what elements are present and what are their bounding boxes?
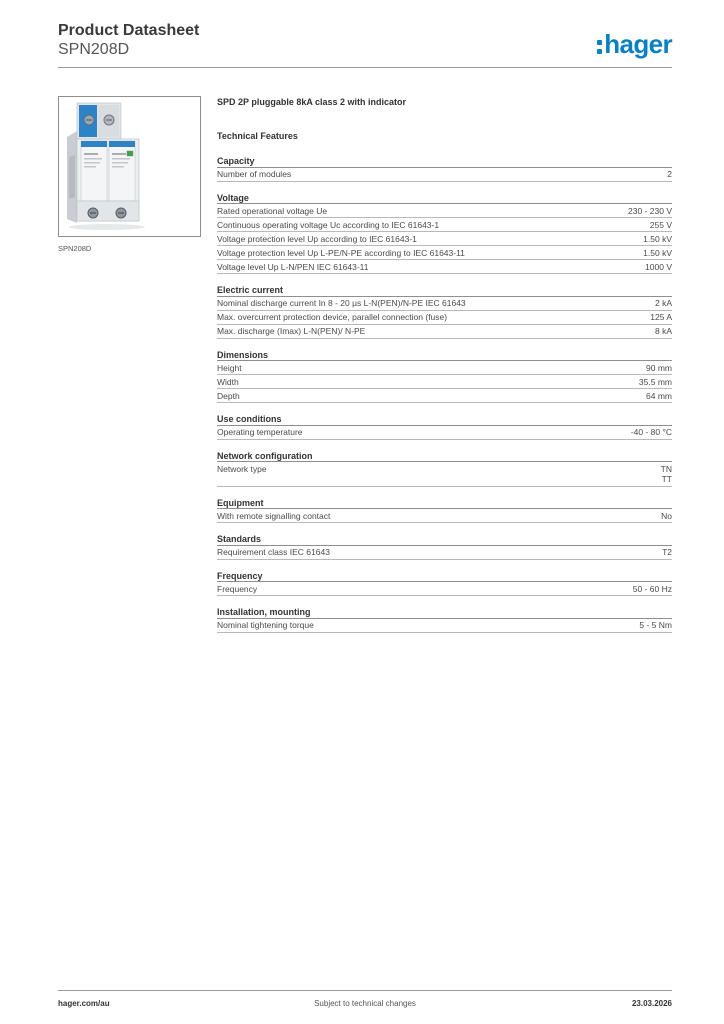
feature-value-line: 35.5 mm (638, 376, 672, 387)
feature-value-line: -40 - 80 °C (630, 427, 672, 437)
feature-row (217, 619, 672, 633)
feature-value (643, 248, 672, 259)
surge-protector-illustration-icon (59, 97, 201, 237)
footer-date: 23.03.2026 (631, 999, 672, 1008)
feature-value-line: TN (660, 463, 672, 474)
feature-value (655, 326, 672, 337)
feature-value (655, 298, 672, 309)
feature-row (217, 246, 672, 260)
feature-value-line: No (661, 510, 672, 521)
feature-value (646, 391, 672, 402)
feature-value (650, 312, 672, 323)
feature-value (661, 511, 672, 522)
feature-value-line: 255 V (649, 219, 672, 230)
feature-label: Frequency (217, 583, 258, 594)
feature-section (217, 497, 672, 524)
section-title: Voltage (217, 192, 672, 205)
feature-label: Network type (217, 463, 267, 474)
feature-value-line: 5 - 5 Nm (639, 620, 672, 630)
feature-value (631, 427, 672, 438)
section-title: Dimensions (217, 349, 672, 362)
feature-value-line: 1.50 kV (643, 233, 672, 244)
feature-section (217, 450, 672, 487)
feature-section (217, 192, 672, 275)
feature-section (217, 155, 672, 182)
feature-value (639, 620, 672, 631)
logo-dots-icon (597, 40, 602, 54)
feature-value (661, 464, 672, 485)
feature-row (217, 426, 672, 440)
feature-row (217, 297, 672, 311)
feature-label: Operating temperature (217, 427, 303, 437)
feature-row (217, 361, 672, 375)
feature-row (217, 375, 672, 389)
feature-value-line: 1000 V (645, 261, 672, 272)
feature-value-line: 2 (667, 169, 672, 179)
section-title: Equipment (217, 497, 672, 510)
feature-value-line: 2 kA (654, 298, 672, 308)
feature-row (217, 389, 672, 403)
feature-section (217, 606, 672, 633)
feature-value-line: 125 A (650, 312, 672, 322)
feature-value-line: 90 mm (646, 362, 672, 373)
feature-row (217, 232, 672, 246)
feature-label: Nominal tightening torque (217, 620, 314, 630)
feature-value-line: TT (661, 474, 672, 484)
feature-section (217, 533, 672, 560)
technical-features-title: Technical Features (217, 131, 298, 141)
feature-value-line: 230 - 230 V (628, 205, 672, 216)
feature-label: Max. overcurrent protection device, parallel connection (fuse) (217, 312, 448, 322)
feature-label: Width (217, 376, 239, 387)
feature-label: Continuous operating voltage Uc according to IEC 61643-1 (217, 219, 440, 230)
feature-value (662, 547, 672, 558)
feature-label: Voltage protection level Up according to IEC 61643-1 (217, 233, 417, 244)
feature-value (633, 584, 672, 595)
feature-value (646, 363, 672, 374)
feature-value (650, 220, 672, 231)
feature-label: Voltage protection level Up L-PE/N-PE according to IEC 61643-11 (217, 247, 465, 258)
feature-value-line: T2 (662, 547, 672, 557)
feature-section (217, 570, 672, 597)
section-title: Capacity (217, 155, 672, 168)
feature-label: Rated operational voltage Ue (217, 205, 328, 216)
feature-label: Requirement class IEC 61643 (217, 547, 330, 557)
feature-label: With remote signalling contact (217, 510, 331, 521)
feature-section (217, 349, 672, 404)
section-title: Use conditions (217, 413, 672, 426)
feature-label: Depth (217, 390, 240, 401)
image-caption: SPN208D (58, 244, 92, 253)
feature-label: Height (217, 362, 242, 373)
section-title: Frequency (217, 570, 672, 583)
feature-row (217, 509, 672, 523)
feature-section (217, 284, 672, 339)
feature-row (217, 168, 672, 182)
feature-label: Nominal discharge current In 8 - 20 µs L-N(PEN)/N-PE IEC 61643 (217, 298, 466, 308)
feature-sections (217, 155, 672, 633)
feature-value (639, 377, 672, 388)
feature-value-line: 1.50 kV (643, 247, 672, 258)
document-subtitle: SPN208D (58, 41, 130, 58)
page-header (58, 20, 672, 68)
feature-value-line: 8 kA (654, 326, 672, 336)
hager-logo (597, 29, 672, 57)
feature-label: Max. discharge (Imax) L-N(PEN)/ N-PE (217, 326, 366, 336)
feature-value (667, 169, 672, 180)
product-image (58, 96, 201, 237)
footer-notice: Subject to technical changes (314, 999, 416, 1008)
section-title: Installation, mounting (217, 606, 672, 619)
feature-row (217, 311, 672, 325)
feature-label: Voltage level Up L-N/PEN IEC 61643-11 (217, 261, 369, 272)
feature-value-line: 50 - 60 Hz (632, 583, 672, 594)
footer-website: hager.com/au (58, 999, 110, 1008)
section-title: Network configuration (217, 450, 672, 463)
product-name: SPD 2P pluggable 8kA class 2 with indicator (217, 97, 407, 107)
feature-row (217, 260, 672, 274)
feature-section (217, 413, 672, 440)
feature-label: Number of modules (217, 169, 292, 179)
product-details (217, 96, 672, 643)
page-footer (58, 990, 672, 1012)
feature-value (643, 234, 672, 245)
feature-value (645, 262, 672, 273)
feature-value-line: 64 mm (646, 390, 672, 401)
feature-row (217, 325, 672, 339)
feature-row (217, 462, 672, 487)
document-title: Product Datasheet (58, 22, 200, 39)
section-title: Electric current (217, 284, 672, 297)
feature-row (217, 218, 672, 232)
section-title: Standards (217, 533, 672, 546)
feature-value (628, 206, 672, 217)
logo-text: hager (604, 29, 672, 59)
feature-row (217, 582, 672, 596)
feature-row (217, 204, 672, 218)
feature-row (217, 546, 672, 560)
